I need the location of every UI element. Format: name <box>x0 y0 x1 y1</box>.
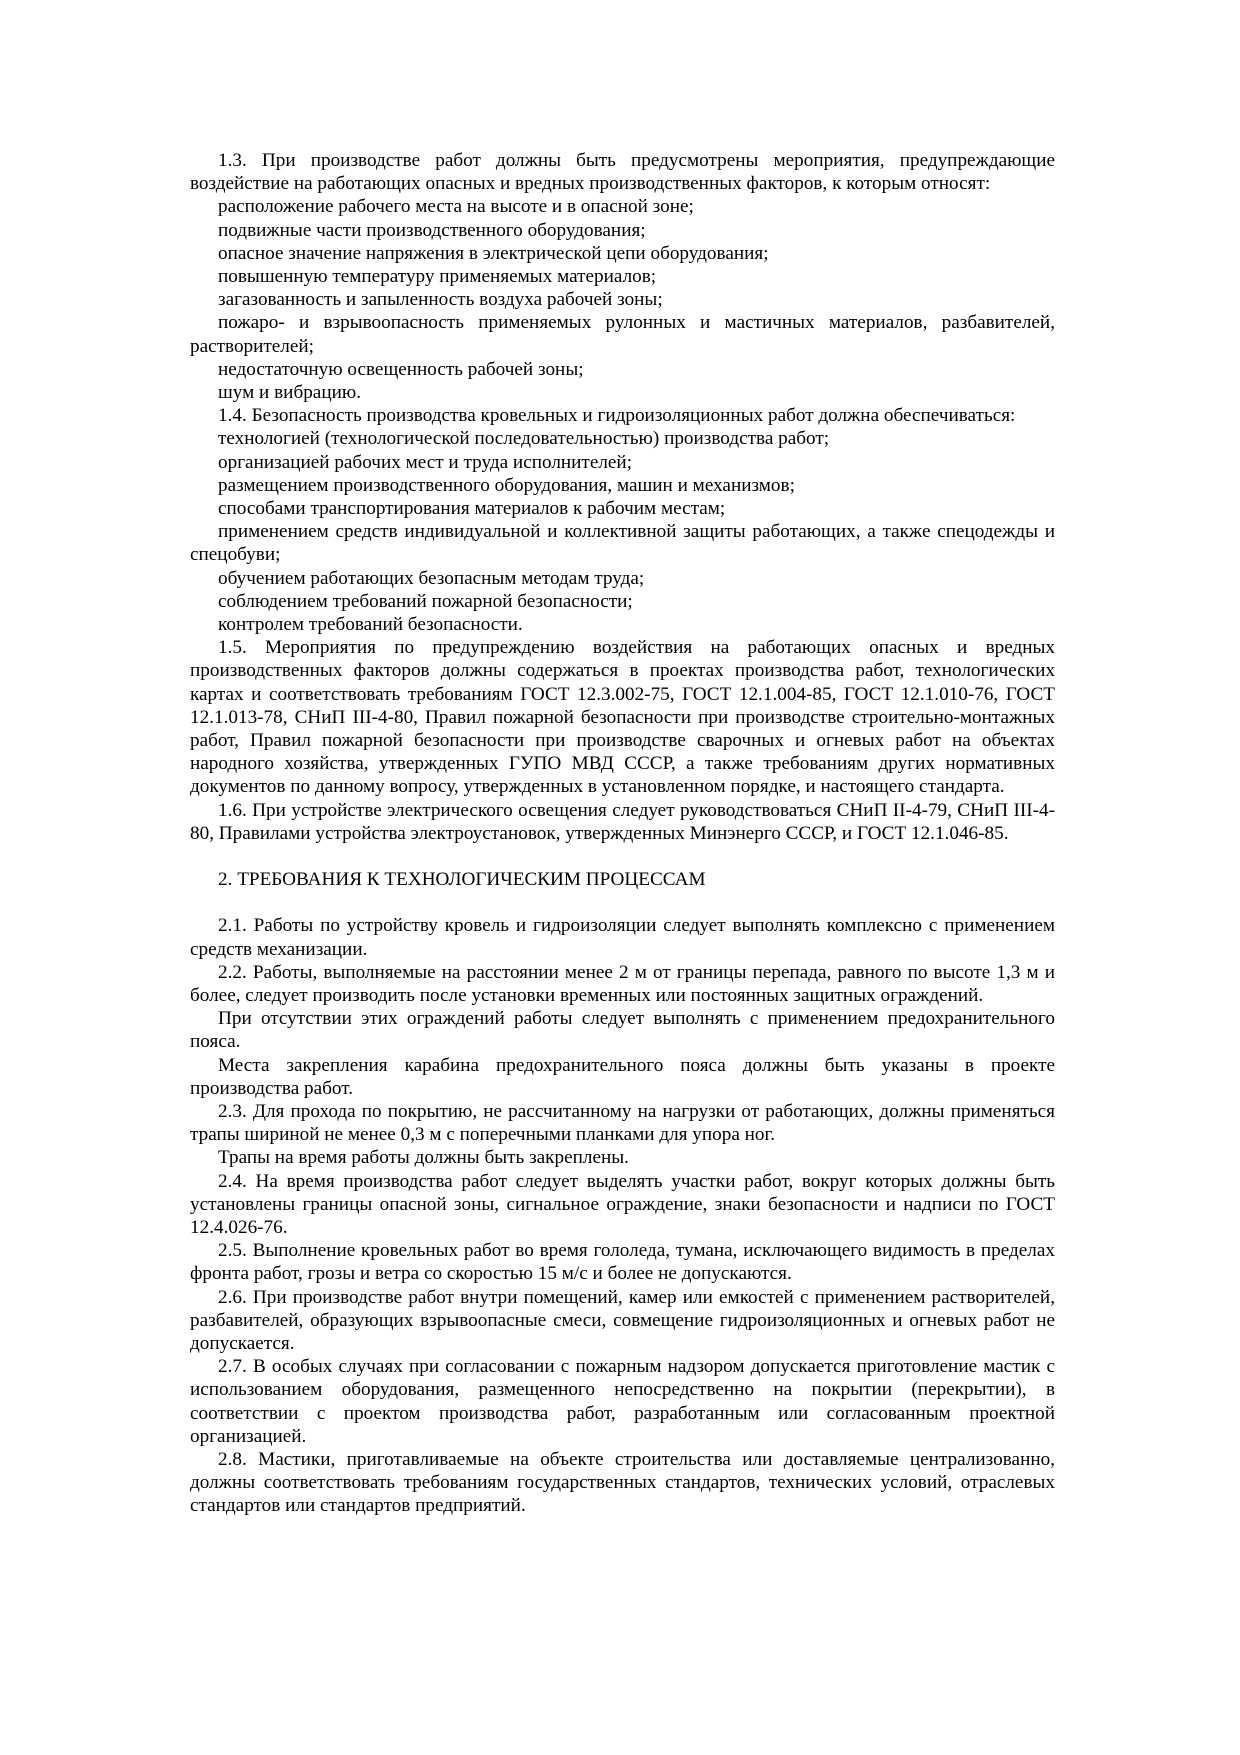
paragraph-1-5: 1.5. Мероприятия по предупреждению воздействия на работающих опасных и вредных производственных факторов должны содержаться в проектах производства работ, технологических картах и соответствовать требованиям ГОСТ 12.3.002-75, ГОСТ 12.1.004-85, ГОСТ 12.1.010-76, ГОСТ 12.1.013-78, СНиП III-4-80, Правил пожарной безопасности при производстве строительно-монтажных работ, Правил пожарной безопасности при производстве сварочных и огневых работ на объектах народного хозяйства, утвержденных ГУПО МВД СССР, а также требованиям других нормативных документов по данному вопросу, утвержденных в установленном порядке, и настоящего стандарта. <box>190 637 1055 798</box>
list-item: обучением работающих безопасным методам труда; <box>218 567 645 589</box>
paragraph-2-2-continuation: Места закрепления карабина предохранительного пояса должны быть указаны в проекте производства работ. <box>190 1054 1055 1099</box>
spacer <box>190 845 1055 868</box>
list-item: опасное значение напряжения в электрической цепи оборудования; <box>218 242 769 264</box>
paragraph-2-3-continuation: Трапы на время работы должны быть закреплены. <box>218 1147 629 1169</box>
paragraph-2-2: 2.2. Работы, выполняемые на расстоянии менее 2 м от границы перепада, равного по высоте 1,3 м и более, следует производить после установки временных или постоянных защитных ограждений. <box>190 961 1055 1006</box>
list-item: контролем требований безопасности. <box>218 614 523 636</box>
paragraph-2-4: 2.4. На время производства работ следует выделять участки работ, вокруг которых должны быть установлены границы опасной зоны, сигнальное ограждение, знаки безопасности и надписи по ГОСТ 12.4.026-76. <box>190 1170 1055 1238</box>
section-heading: 2. ТРЕБОВАНИЯ К ТЕХНОЛОГИЧЕСКИМ ПРОЦЕССАМ <box>218 869 706 891</box>
list-item: повышенную температуру применяемых материалов; <box>218 266 657 288</box>
list-item: шум и вибрацию. <box>218 382 361 404</box>
list-item: расположение рабочего места на высоте и в опасной зоне; <box>218 196 694 218</box>
list-item: пожаро- и взрывоопасность применяемых рулонных и мастичных материалов, разбавителей, растворителей; <box>190 312 1055 357</box>
list-item: загазованность и запыленность воздуха рабочей зоны; <box>218 289 663 311</box>
paragraph-2-1: 2.1. Работы по устройству кровель и гидроизоляции следует выполнять комплексно с применением средств механизации. <box>190 915 1055 960</box>
list-item: недостаточную освещенность рабочей зоны; <box>218 358 584 380</box>
list-item: технологией (технологической последовательностью) производства работ; <box>218 428 830 450</box>
paragraph-2-3: 2.3. Для прохода по покрытию, не рассчитанному на нагрузки от работающих, должны применяться трапы шириной не менее 0,3 м с поперечными планками для упора ног. <box>190 1100 1055 1146</box>
list-item: соблюдением требований пожарной безопасности; <box>218 590 633 612</box>
list-item: организацией рабочих мест и труда исполнителей; <box>218 451 633 473</box>
paragraph-1-4: 1.4. Безопасность производства кровельных и гидроизоляционных работ должна обеспечиваться: <box>218 405 1016 427</box>
paragraph-2-8: 2.8. Мастики, приготавливаемые на объекте строительства или доставляемые централизованно, должны соответствовать требованиям государственных стандартов, технических условий, отраслевых стандартов или стандартов предприятий. <box>190 1448 1055 1517</box>
paragraph-1-3: 1.3. При производстве работ должны быть предусмотрены мероприятия, предупреждающие воздействие на работающих опасных и вредных производственных факторов, к которым относят: <box>190 150 1055 195</box>
list-item: размещением производственного оборудования, машин и механизмов; <box>218 474 795 496</box>
paragraph-2-5: 2.5. Выполнение кровельных работ во время гололеда, тумана, исключающего видимость в пределах фронта работ, грозы и ветра со скоростью 15 м/с и более не допускаются. <box>190 1240 1055 1285</box>
paragraph-2-2-continuation: При отсутствии этих ограждений работы следует выполнять с применением предохранительного пояса. <box>190 1008 1055 1053</box>
spacer <box>190 891 1055 914</box>
paragraph-1-6: 1.6. При устройстве электрического освещения следует руководствоваться СНиП II-4-79, СНиП III-4-80, Правилами устройства электроустановок, утвержденных Минэнерго СССР, и ГОСТ 12.1.046-85. <box>190 799 1055 844</box>
document-page <box>190 149 1055 1518</box>
list-item: применением средств индивидуальной и коллективной защиты работающих, а также спецодежды и спецобуви; <box>190 521 1055 566</box>
list-item: способами транспортирования материалов к рабочим местам; <box>218 498 726 520</box>
paragraph-2-7: 2.7. В особых случаях при согласовании с пожарным надзором допускается приготовление мастик с использованием оборудования, размещенного непосредственно на покрытии (перекрытии), в соответствии с проектом производства работ, разработанным или согласованным проектной организацией. <box>190 1356 1055 1447</box>
list-item: подвижные части производственного оборудования; <box>218 219 646 241</box>
paragraph-2-6: 2.6. При производстве работ внутри помещений, камер или емкостей с применением растворителей, разбавителей, образующих взрывоопасные смеси, совмещение гидроизоляционных и огневых работ не допускается. <box>190 1286 1055 1354</box>
